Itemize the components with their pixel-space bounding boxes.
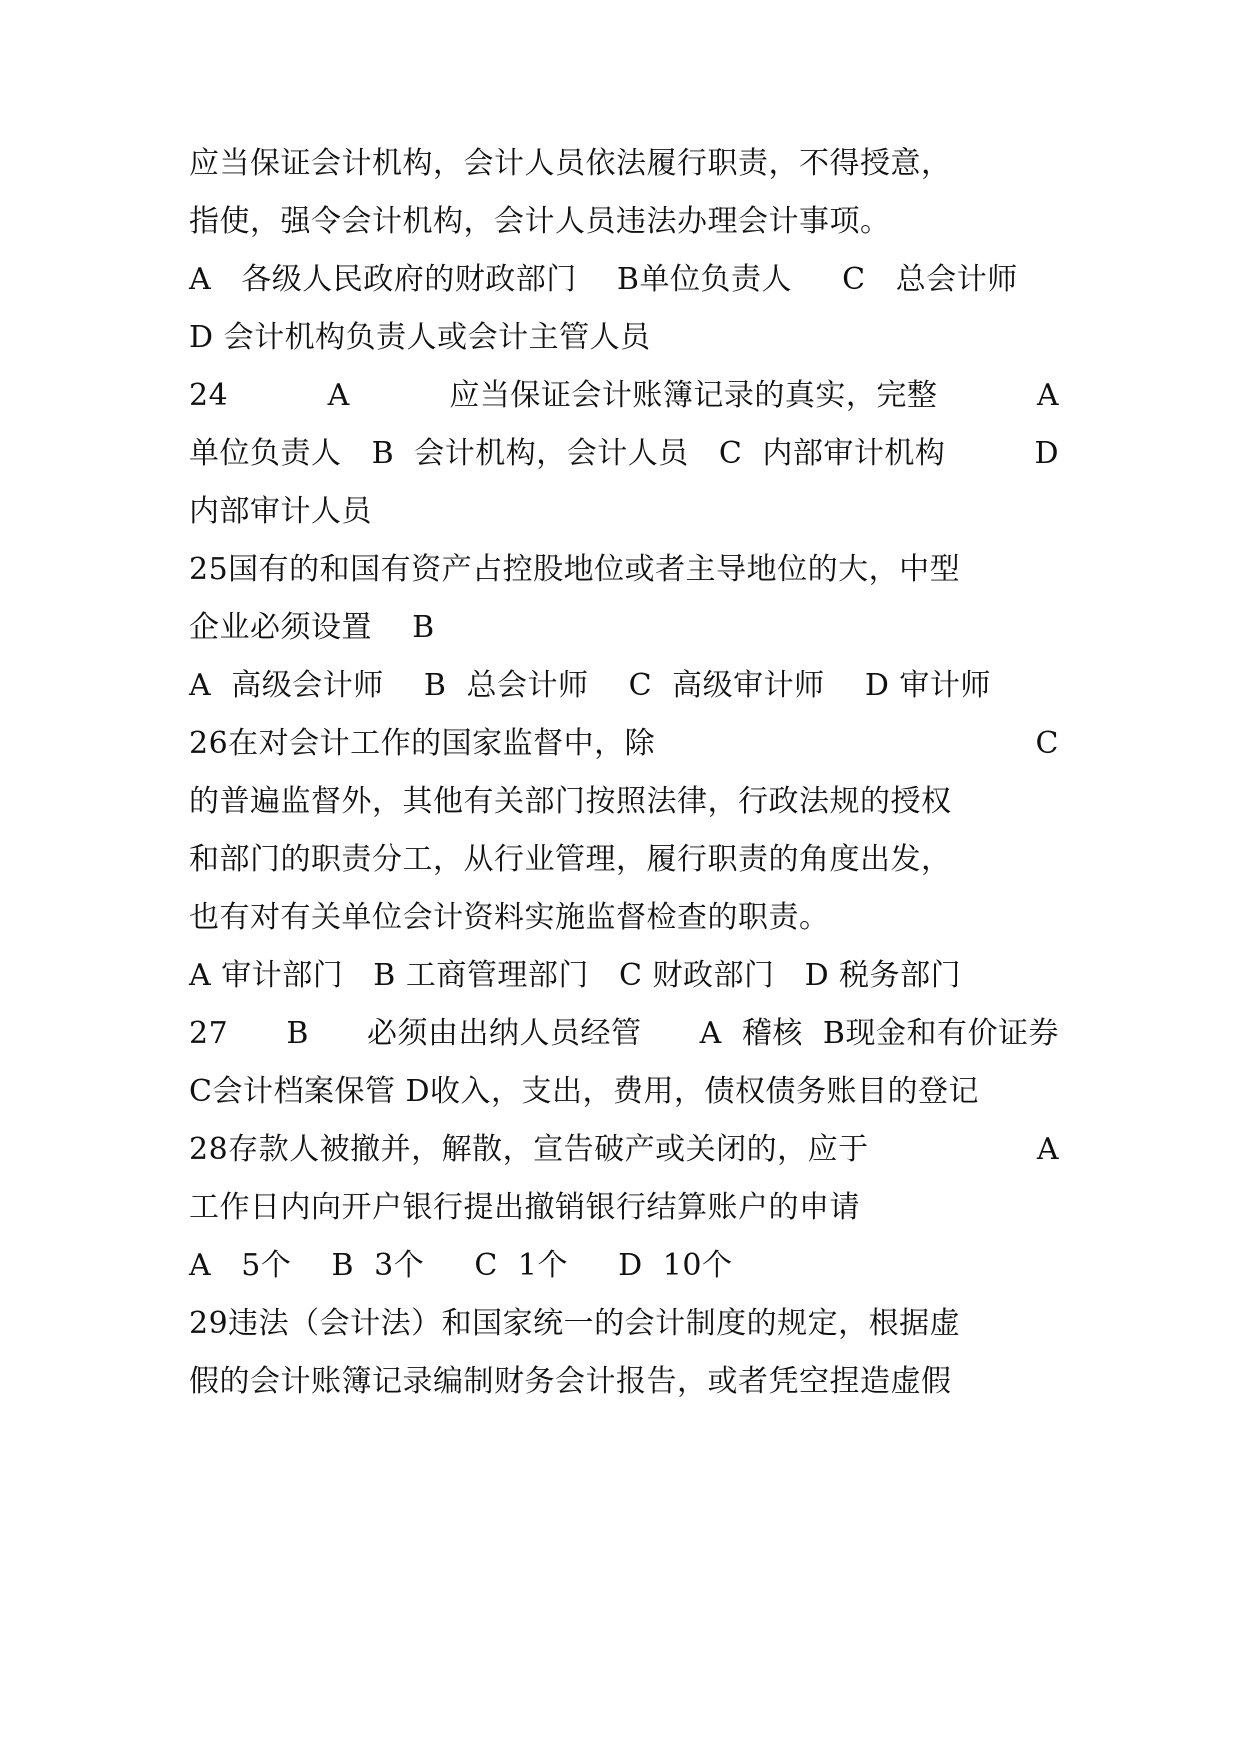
question-answer: B: [286, 1016, 309, 1051]
text-line: 和部门的职责分工，从行业管理，履行职责的角度出发，: [189, 842, 952, 877]
question-23-option-d: D 会计机构负责人或会计主管人员: [189, 320, 651, 355]
question-27-options: C会计档案保管 D收入，支出，费用，债权债务账目的登记: [189, 1074, 980, 1109]
question-25-options: A 高级会计师 B 总会计师 C 高级审计师 D 审计师: [189, 668, 991, 703]
text-line: 企业必须设置 B: [189, 610, 435, 645]
question-29-stem: 29违法（会计法）和国家统一的会计制度的规定，根据虚: [189, 1306, 961, 1341]
text-line: 也有对有关单位会计资料实施监督检查的职责。: [189, 900, 830, 935]
text-line: 内部审计人员: [189, 494, 372, 529]
question-27-line: [189, 1009, 1059, 1059]
question-stem: 必须由出纳人员经管: [366, 1016, 642, 1051]
text-line: 假的会计账簿记录编制财务会计报告，或者凭空捏造虚假: [189, 1364, 952, 1399]
option-a-label: A: [1036, 378, 1059, 413]
question-answer: A: [1036, 1132, 1059, 1167]
text-line: 应当保证会计机构，会计人员依法履行职责，不得授意，: [189, 146, 952, 181]
question-number: 24: [189, 378, 229, 413]
question-25-stem: 25国有的和国有资产占控股地位或者主导地位的大，中型: [189, 552, 961, 587]
question-answer: C: [1035, 726, 1059, 761]
text-line: 的普遍监督外，其他有关部门按照法律，行政法规的授权: [189, 784, 952, 819]
question-number: 27: [189, 1016, 229, 1051]
text-line: 工作日内向开户银行提出撤销银行结算账户的申请: [189, 1190, 860, 1225]
options-text: 单位负责人 B 会计机构，会计人员 C 内部审计机构: [189, 436, 946, 471]
question-24-options: [189, 429, 1059, 479]
question-answer: A: [327, 378, 350, 413]
question-23-options: A 各级人民政府的财政部门 B单位负责人 C 总会计师: [189, 262, 1018, 297]
question-28-line: [189, 1125, 1059, 1175]
question-26-line: [189, 719, 1059, 769]
question-stem: 28存款人被撤并，解散，宣告破产或关闭的，应于: [189, 1132, 869, 1167]
option-d-label: D: [1034, 436, 1059, 471]
question-24-line: [189, 371, 1059, 421]
question-stem: 26在对会计工作的国家监督中，除: [189, 726, 656, 761]
options-text: A 稽核 B现金和有价证券: [699, 1016, 1059, 1051]
text-line: 指使，强令会计机构，会计人员违法办理会计事项。: [189, 204, 891, 239]
question-26-options: A 审计部门 B 工商管理部门 C 财政部门 D 税务部门: [189, 958, 962, 993]
question-stem: 应当保证会计账簿记录的真实，完整: [449, 378, 938, 413]
question-28-options: A 5个 B 3个 C 1个 D 10个: [189, 1248, 733, 1283]
